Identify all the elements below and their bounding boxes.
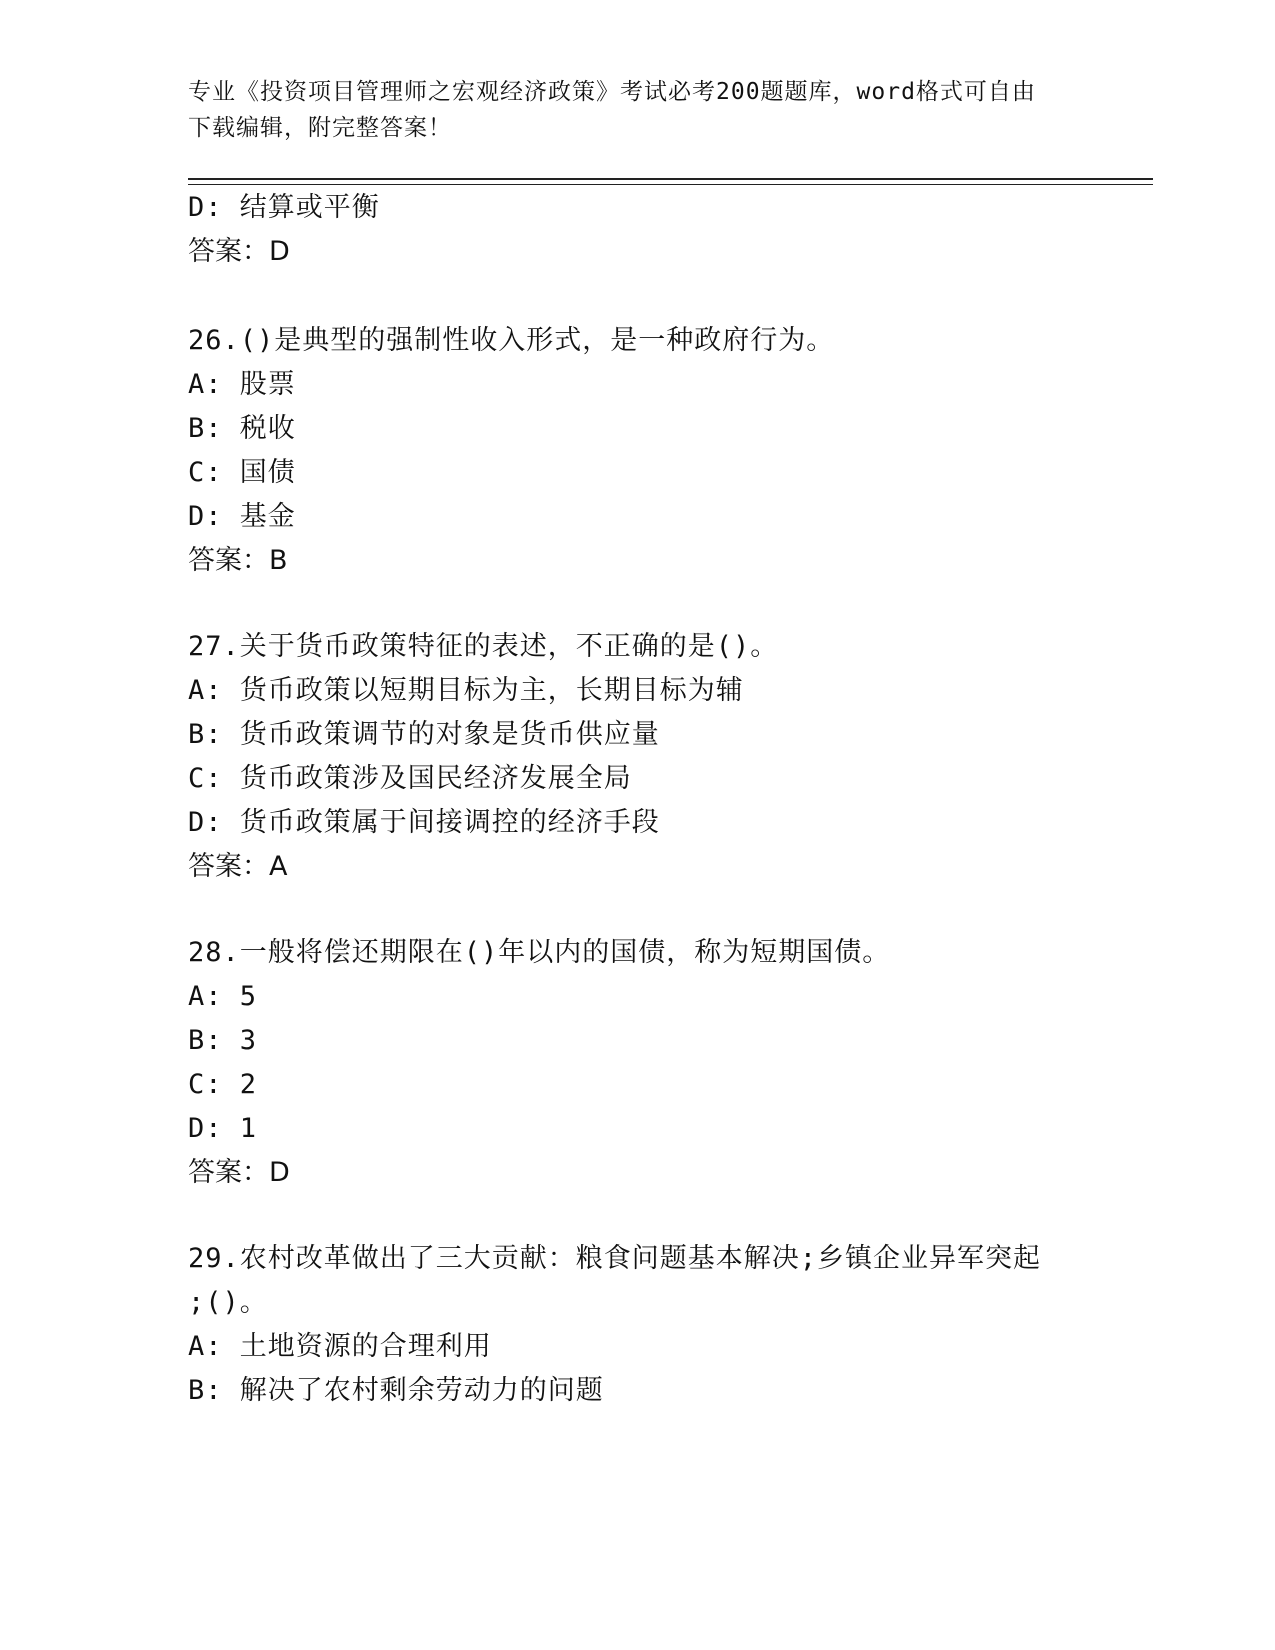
q29-stem-line-1: 29.农村改革做出了三大贡献：粮食问题基本解决;乡镇企业异军突起 — [188, 1243, 1042, 1274]
q27-answer: 答案：A — [188, 851, 288, 882]
q28-stem: 28.一般将偿还期限在()年以内的国债，称为短期国债。 — [188, 937, 891, 968]
q28-option-b: B: 3 — [188, 1025, 258, 1056]
q29-stem-line-2: ;()。 — [188, 1287, 268, 1318]
document-header — [188, 74, 1068, 146]
header-line-2: 下载编辑，附完整答案！ — [188, 115, 452, 141]
q27-option-c: C: 货币政策涉及国民经济发展全局 — [188, 763, 632, 794]
header-line-1: 专业《投资项目管理师之宏观经济政策》考试必考200题题库，word格式可自由 — [188, 79, 1036, 105]
q29-option-b: B: 解决了农村剩余劳动力的问题 — [188, 1375, 604, 1406]
header-divider-thick — [188, 178, 1153, 180]
q26-option-b: B: 税收 — [188, 413, 296, 444]
q28-answer: 答案：D — [188, 1157, 290, 1188]
q26-stem: 26.()是典型的强制性收入形式，是一种政府行为。 — [188, 325, 835, 356]
q28-option-a: A: 5 — [188, 981, 258, 1012]
header-divider-thin — [188, 184, 1153, 185]
q25-option-d: D: 结算或平衡 — [188, 192, 380, 223]
q26-option-c: C: 国债 — [188, 457, 296, 488]
q28-option-d: D: 1 — [188, 1113, 258, 1144]
q27-option-b: B: 货币政策调节的对象是货币供应量 — [188, 719, 660, 750]
q26-option-d: D: 基金 — [188, 501, 296, 532]
q28-option-c: C: 2 — [188, 1069, 258, 1100]
q26-answer: 答案：B — [188, 545, 288, 576]
q25-answer: 答案：D — [188, 236, 290, 267]
q26-option-a: A: 股票 — [188, 369, 296, 400]
q27-option-a: A: 货币政策以短期目标为主，长期目标为辅 — [188, 675, 744, 706]
q27-stem: 27.关于货币政策特征的表述，不正确的是()。 — [188, 631, 779, 662]
q29-option-a: A: 土地资源的合理利用 — [188, 1331, 492, 1362]
q27-option-d: D: 货币政策属于间接调控的经济手段 — [188, 807, 660, 838]
